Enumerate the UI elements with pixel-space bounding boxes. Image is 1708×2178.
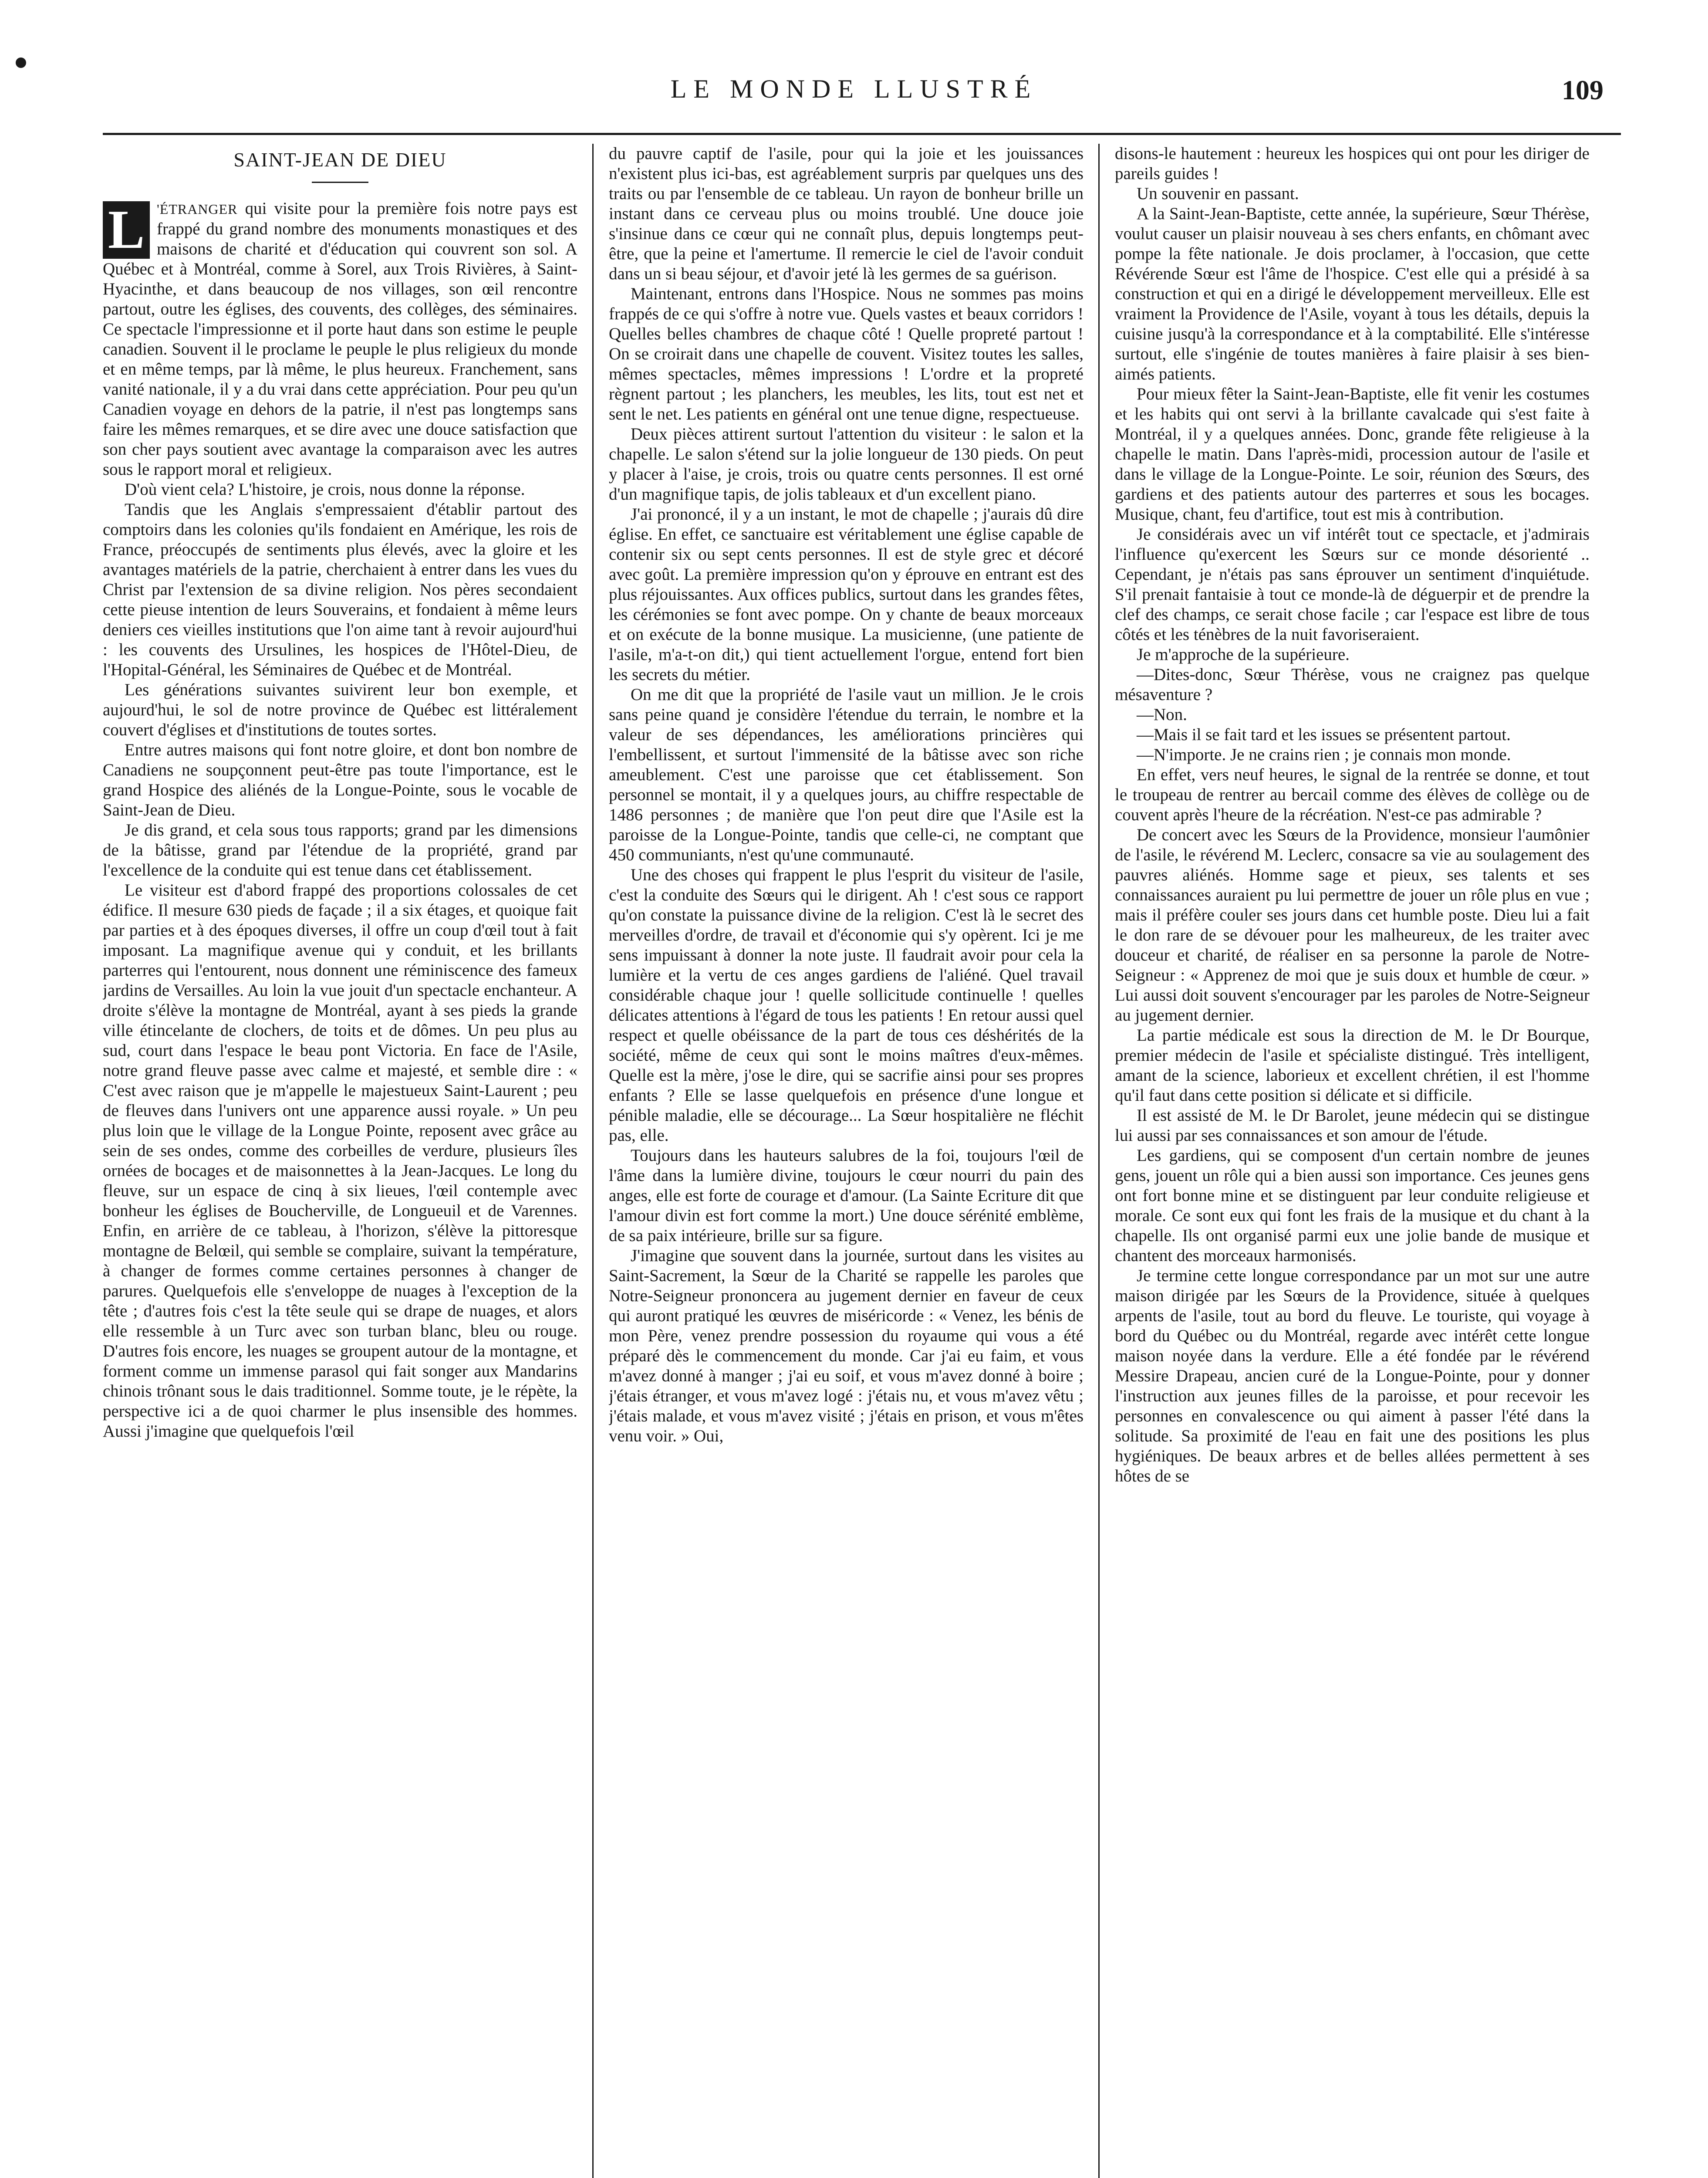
paragraph: D'où vient cela? L'histoire, je crois, nous donne la réponse. <box>125 480 525 499</box>
paragraph: du pauvre captif de l'asile, pour qui la joie et les jouissances n'existent plus ici-bas, est agréablement surpris par quelques uns des traits ou par l'ensemble de ce tableau. Un rayon de bonheur brille un instant dans ce cerveau plus ou moins troublé. Une douce joie s'insinue dans ce cœur qui ne connaît plus, depuis longtemps peut-être, que la peine et l'amertume. Il remercie le ciel de l'avoir conduit dans un si beau séjour, et d'avoir jeté là les germes de sa guérison. <box>609 144 1084 283</box>
paragraph: —N'importe. Je ne crains rien ; je connais mon monde. <box>1137 745 1511 764</box>
column-rule <box>1098 144 1100 2178</box>
drop-cap: L <box>103 201 150 259</box>
paragraph: A la Saint-Jean-Baptiste, cette année, la supérieure, Sœur Thérèse, voulut causer un plaisir nouveau à ses chers enfants, en chômant avec pompe la fête nationale. Je dois proclamer, à l'occasion, que cette Révérende Sœur est l'âme de l'hospice. C'est elle qui a présidé à sa construction et qui en a dirigé le développement merveilleux. Elle est vraiment la Providence de l'Asile, voyant à tous les détails, depuis la cuisine jusqu'à la correspondance et à la comptabilité. Elle s'intéresse surtout, elle s'ingénie de toutes manières à faire plaisir à ses bien-aimés patients. <box>1115 204 1590 383</box>
page-header <box>0 74 1708 113</box>
column-rule <box>592 144 594 2178</box>
page-number: 109 <box>1562 74 1603 105</box>
paragraph: Il est assisté de M. le Dr Barolet, jeune médecin qui se distingue lui aussi par ses connaissances et son amour de l'étude. <box>1115 1106 1590 1145</box>
margin-dot <box>16 57 26 68</box>
paragraph: Un souvenir en passant. <box>1137 184 1299 203</box>
paragraph <box>103 199 577 480</box>
paragraph: En effet, vers neuf heures, le signal de la rentrée se donne, et tout le troupeau de rentrer au bercail comme des élèves de collège ou de couvent après l'heure de la récréation. N'est-ce pas admirable ? <box>1115 765 1590 824</box>
header-rule <box>103 133 1621 135</box>
paragraph: Je considérais avec un vif intérêt tout ce spectacle, et j'admirais l'influence qu'exercent les Sœurs sur ce monde désorienté .. Cependant, je n'étais pas sans éprouver un sentiment d'inquiétude. S'il prenait fantaisie à tout ce monde-là de déguerpir et de prendre la clef des champs, ce serait chose facile ; car l'espace est libre de tous côtés et les ténèbres de la nuit favoriseraient. <box>1115 525 1590 644</box>
paragraph: Les générations suivantes suivirent leur bon exemple, et aujourd'hui, le sol de notre province de Québec est littéralement couvert d'églises et d'institutions de toutes sortes. <box>103 680 577 739</box>
paragraph: disons-le hautement : heureux les hospices qui ont pour les diriger de pareils guides ! <box>1115 144 1590 183</box>
lead-caps: 'ÉTRANGER <box>157 201 238 217</box>
paragraph: Je m'approche de la supérieure. <box>1137 645 1350 664</box>
paragraph: Je termine cette longue correspondance par un mot sur une autre maison dirigée par les Sœurs de la Providence, située à quelques arpents de l'asile, tout au bord du fleuve. Le touriste, qui voyage à bord du Québec ou du Montréal, regarde avec intérêt cette longue maison noyée dans la verdure. Elle a été fondée par le révérend Messire Drapeau, ancien curé de la Longue-Pointe, pour y donner l'instruction aux jeunes filles de la paroisse, et pour recevoir les personnes en convalescence ou qui aiment à passer l'été dans la solitude. Sa proximité de l'eau en fait une des positions les plus hygiéniques. De beaux arbres et de belles allées permettent à ses hôtes de se <box>1115 1266 1590 1485</box>
paragraph: Toujours dans les hauteurs salubres de la foi, toujours l'œil de l'âme dans la lumière divine, toujours le cœur nourri du pain des anges, elle est forte de courage et d'amour. (La Sainte Ecriture dit que l'amour divin est fort comme la mort.) Une douce sérénité emblème, de sa paix intérieure, brille sur sa figure. <box>609 1146 1084 1245</box>
paragraph: Maintenant, entrons dans l'Hospice. Nous ne sommes pas moins frappés de ce qui s'offre à notre vue. Quels vastes et beaux corridors ! Quelles belles chambres de chaque côté ! Quelle propreté partout ! On se croirait dans une chapelle de couvent. Visitez toutes les salles, mêmes spectacles, mêmes impressions ! L'ordre et la propreté règnent partout ; les planchers, les meubles, les lits, tout est net et sent le net. Les patients en général ont une tenue digne, respectueuse. <box>609 284 1084 423</box>
paragraph: De concert avec les Sœurs de la Providence, monsieur l'aumônier de l'asile, le révérend M. Leclerc, consacre sa vie au soulagement des pauvres aliénés. Homme sage et pieux, ses talents et ses connaissances auraient pu lui permettre de jouer un rôle plus en vue ; mais il préfère couler ses jours dans cet humble poste. Dieu lui a fait le don rare de se dévouer pour les malheureux, de les traiter avec douceur et charité, de réaliser en sa personne la parole de Notre-Seigneur : « Apprenez de moi que je suis doux et humble de cœur. » Lui aussi doit souvent s'encourager par les paroles de Notre-Seigneur au jugement dernier. <box>1115 825 1590 1025</box>
column-2 <box>609 144 1084 2178</box>
paragraph: Les gardiens, qui se composent d'un certain nombre de jeunes gens, jouent un rôle qui a bien aussi son importance. Ces jeunes gens ont fort bonne mine et se distinguent par leur conduite religieuse et morale. Ce sont eux qui font les frais de la musique et du chant à la chapelle. Ils ont organisé parmi eux une jolie bande de musique et chantent des morceaux harmonisés. <box>1115 1146 1590 1265</box>
article-body <box>103 144 1621 2178</box>
paragraph: J'ai prononcé, il y a un instant, le mot de chapelle ; j'aurais dû dire église. En effet, ce sanctuaire est véritablement une église capable de contenir six ou sept cents personnes. Il est de style grec et décoré avec goût. La première impression qu'on y éprouve en entrant est des plus réjouissantes. Aux offices publics, surtout dans les grandes fêtes, les cérémonies se font avec pompe. On y chante de beaux morceaux et on exécute de la bonne musique. La musicienne, (une patiente de l'asile, m'a-t-on dit,) qui tient actuellement l'orgue, entend fort bien les secrets du métier. <box>609 505 1084 684</box>
paragraph: Je dis grand, et cela sous tous rapports; grand par les dimensions de la bâtisse, grand par l'étendue de la propriété, grand par l'excellence de la conduite qui est tenue dans cet établissement. <box>103 821 577 879</box>
column-3 <box>1115 144 1590 2178</box>
paragraph: Une des choses qui frappent le plus l'esprit du visiteur de l'asile, c'est la conduite des Sœurs qui le dirigent. Ah ! c'est sous ce rapport qu'on constate la puissance divine de la religion. C'est là le secret des merveilles d'ordre, de travail et d'économie qui s'y opèrent. Ici je me sens impuissant à donner la note juste. Il faudrait avoir pour cela la lumière et la vertu de ces anges gardiens de l'aliéné. Quel travail considérable chaque jour ! quelle sollicitude continuelle ! quelles délicates attentions à l'égard de tous les patients ! En retour aussi quel respect et quelle obéissance de la part de tous ces déshérités de la société, même de ceux qui sont le moins maîtres d'eux-mêmes. Quelle est la mère, j'ose le dire, qui se sacrifie ainsi pour ses propres enfants ? Elle se lasse quelquefois en présence d'une longue et pénible maladie, elle se décourage... La Sœur hospitalière ne fléchit pas, elle. <box>609 866 1084 1145</box>
paragraph: Deux pièces attirent surtout l'attention du visiteur : le salon et la chapelle. Le salon s'étend sur la jolie longueur de 130 pieds. On peut y placer à l'aise, je crois, trois ou quatre cents personnes. Il est orné d'un magnifique tapis, de jolis tableaux et d'un excellent piano. <box>609 425 1084 504</box>
paragraph: On me dit que la propriété de l'asile vaut un million. Je le crois sans peine quand je considère l'étendue du terrain, le nombre et la valeur de ses dépendances, les améliorations princières qui l'embellissent, et surtout l'immensité de la bâtisse avec son riche ameublement. C'est une paroisse que cet établissement. Son personnel se montait, il y a quelques jours, au chiffre respectable de 1486 personnes ; de manière que l'on peut dire que l'Asile est la paroisse de la Longue-Pointe, tandis que celle-ci, ne comptant que 450 communiants, n'est qu'une communauté. <box>609 685 1084 864</box>
paragraph: —Dites-donc, Sœur Thérèse, vous ne craignez pas quelque mésaventure ? <box>1115 665 1590 704</box>
paragraph: J'imagine que souvent dans la journée, surtout dans les visites au Saint-Sacrement, la Sœur de la Charité se rappelle les paroles que Notre-Seigneur prononcera au jugement dernier en faveur de ceux qui auront pratiqué les œuvres de miséricorde : « Venez, les bénis de mon Père, venez prendre possession du royaume qui vous a été préparé dès le commencement du monde. Car j'ai eu faim, et vous m'avez donné à manger ; j'ai eu soif, et vous m'avez donné à boire ; j'étais étranger, et vous m'avez logé : j'étais nu, et vous m'avez vêtu ; j'étais malade, et vous m'avez visité ; j'étais en prison, et vous m'êtes venu voir. » Oui, <box>609 1246 1084 1445</box>
column-1 <box>103 144 577 2178</box>
paragraph: Entre autres maisons qui font notre gloire, et dont bon nombre de Canadiens ne soupçonnent peut-être pas toute l'importance, est le grand Hospice des aliénés de la Longue-Pointe, sous le vocable de Saint-Jean de Dieu. <box>103 741 577 819</box>
paragraph: Le visiteur est d'abord frappé des proportions colossales de cet édifice. Il mesure 630 pieds de façade ; il a six étages, et quoique fait par parties et à des époques diverses, il offre un coup d'œil tout à fait imposant. La magnifique avenue qui y conduit, et les brillants parterres qui l'entourent, nous donnent une réminiscence des fameux jardins de Versailles. Au loin la vue jouit d'un spectacle enchanteur. A droite s'élève la montagne de Montréal, ayant à ses pieds la grande ville étincelante de clochers, de toits et de dômes. Un peu plus au sud, court dans l'espace le beau pont Victoria. En face de l'Asile, notre grand fleuve passe avec calme et majesté, et semble dire : « C'est avec raison que je m'appelle le majestueux Saint-Laurent ; peu de fleuves dans l'univers ont une apparence aussi royale. » Un peu plus loin que le village de la Longue Pointe, reposent avec grâce au sein de ses ondes, comme des corbeilles de verdure, plusieurs îles ornées de bocages et de maisonnettes à la Jean-Jacques. Le long du fleuve, sur un espace de cinq à six lieues, l'œil contemple avec bonheur les églises de Boucherville, de Longueuil et de Varennes. Enfin, en arrière de ce tableau, à l'horizon, s'élève la pittoresque montagne de Belœil, qui semble se complaire, suivant la température, à changer de formes comme certaines personnes à changer de parures. Quelquefois elle s'enveloppe de nuages à l'exception de la tête ; d'autres fois c'est la tête seule qui se drape de nuages, et alors elle ressemble à un Turc avec son turban blanc, bleu ou rouge. D'autres fois encore, les nuages se groupent autour de la montagne, et forment comme un immense parasol qui fait songer aux Mandarins chinois trônant sous le dais traditionnel. Somme toute, je le répète, la perspective ici a de quoi charmer le plus insensible des hommes. Aussi j'imagine que quelquefois l'œil <box>103 881 577 1441</box>
title-rule <box>312 182 368 183</box>
article-title: SAINT-JEAN DE DIEU <box>233 149 447 171</box>
masthead: LE MONDE LLUSTRÉ <box>670 74 1038 103</box>
paragraph: Tandis que les Anglais s'empressaient d'établir partout des comptoirs dans les colonies qu'ils fondaient en Amérique, les rois de France, préoccupés de sentiments plus élevés, avec la gloire et les avantages matériels de la patrie, cherchaient à entrer dans les vues du Christ par l'extension de sa divine religion. Nos pères secondaient cette pieuse intention de leurs Souverains, et fondaient à même leurs deniers ces vieilles institutions que l'on aime tant à revoir aujourd'hui : les couvents des Ursulines, les hospices de l'Hôtel-Dieu, de l'Hopital-Général, les Séminaires de Québec et de Montréal. <box>103 500 577 679</box>
paragraph: Pour mieux fêter la Saint-Jean-Baptiste, elle fit venir les costumes et les habits qui ont servi à la brillante cavalcade qui s'est faite à Montréal, il y a quelques années. Donc, grande fête religieuse à la chapelle le matin. Dans l'après-midi, procession autour de l'asile et dans le village de la Longue-Pointe. Le soir, réunion des Sœurs, des gardiens et des patients autour des parterres et sous les bocages. Musique, chant, feu d'artifice, tout est mis à contribution. <box>1115 385 1590 524</box>
paragraph: —Non. <box>1137 705 1187 724</box>
paragraph-text: qui visite pour la première fois notre pays est frappé du grand nombre des monuments monastiques et des maisons de charité et d'éducation qui couvrent son sol. A Québec et à Montréal, comme à Sorel, aux Trois Rivières, à Saint-Hyacinthe, et dans beaucoup de nos villages, son œil rencontre partout, outre les églises, des couvents, des collèges, des séminaires. Ce spectacle l'impressionne et il porte haut dans son estime le peuple canadien. Souvent il le proclame le peuple le plus religieux du monde et en même temps, par là même, le plus heureux. Franchement, sans vanité nationale, il y a du vrai dans cette appréciation. Pour peu qu'un Canadien voyage en dehors de la patrie, il n'est pas longtemps sans faire les mêmes remarques, et se dire avec une douce satisfaction que son cher pays soutient avec avantage la comparaison avec les autres sous le rapport moral et religieux. <box>103 199 577 479</box>
paragraph: La partie médicale est sous la direction de M. le Dr Bourque, premier médecin de l'asile et spécialiste distingué. Très intelligent, amant de la science, laborieux et excellent chrétien, il est l'homme qu'il faut dans cette position si délicate et si difficile. <box>1115 1026 1590 1105</box>
paragraph: —Mais il se fait tard et les issues se présentent partout. <box>1137 725 1511 744</box>
